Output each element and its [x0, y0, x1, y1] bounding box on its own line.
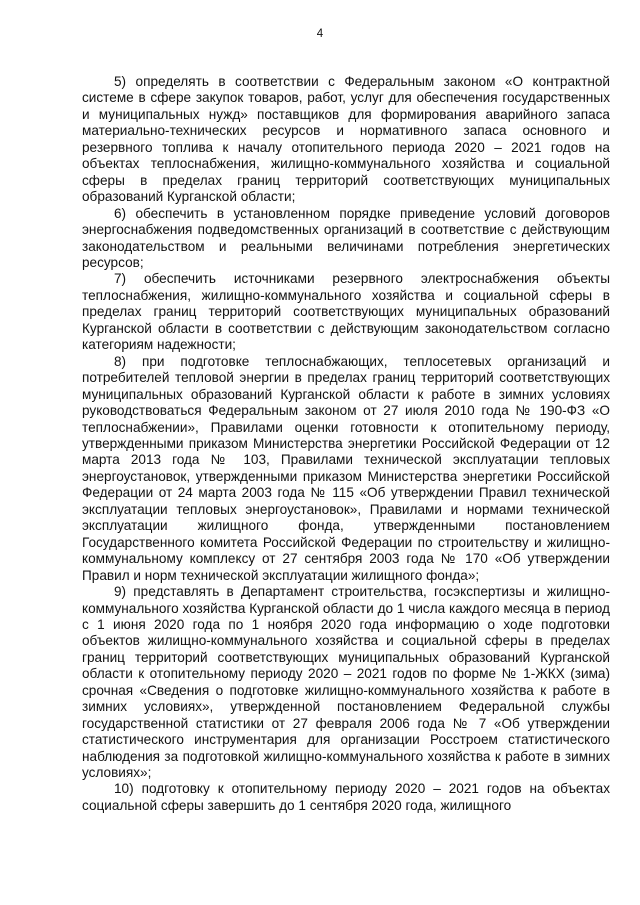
paragraph-item-6: 6) обеспечить в установленном порядке приведение условий договоров энергоснабжения подведомственных организаций в соответствие с действующим законодательством и реальными величинами потребления энергетических ресурсов;: [82, 205, 610, 270]
paragraph-item-5: 5) определять в соответствии с Федеральным законом «О контрактной системе в сфере закупок товаров, работ, услуг для обеспечения государственных и муниципальных нужд» поставщиков для формирования аварийного запаса материально-технических ресурсов и нормативного запаса основного и резервного топлива к началу отопительного периода 2020 – 2021 годов на объектах теплоснабжения, жилищно-коммунального хозяйства и социальной сферы в пределах границ территорий соответствующих муниципальных образований Курганской области;: [82, 74, 610, 205]
paragraph-item-8: 8) при подготовке теплоснабжающих, теплосетевых организаций и потребителей тепловой энергии в пределах границ территорий соответствующих муниципальных образований Курганской области к работе в зимних условиях руководствоваться Федеральным законом от 27 июля 2010 года № 190-ФЗ «О теплоснабжении», Правилами оценки готовности к отопительному периоду, утвержденными приказом Министерства энергетики Российской Федерации от 12 марта 2013 года № 103, Правилами технической эксплуатации тепловых энергоустановок, утвержденными приказом Министерства энергетики Российской Федерации от 24 марта 2003 года № 115 «Об утверждении Правил технической эксплуатации тепловых энергоустановок», Правилами и нормами технической эксплуатации жилищного фонда, утвержденными постановлением Государственного комитета Российской Федерации по строительству и жилищно-коммунальному комплексу от 27 сентября 2003 года № 170 «Об утверждении Правил и норм технической эксплуатации жилищного фонда»;: [82, 353, 610, 583]
paragraph-item-9: 9) представлять в Департамент строительства, госэкспертизы и жилищно-коммунального хозяйства Курганской области до 1 числа каждого месяца в период с 1 июня 2020 года по 1 ноября 2020 года информацию о ходе подготовки объектов жилищно-коммунального хозяйства и социальной сферы в пределах границ территорий соответствующих муниципальных образований Курганской области к отопительному периоду 2020 – 2021 годов по форме № 1-ЖКХ (зима) срочная «Сведения о подготовке жилищно-коммунального хозяйства к работе в зимних условиях», утвержденной постановлением Федеральной службы государственной статистики от 27 февраля 2006 года № 7 «Об утверждении статистического инструментария для организации Росстроем статистического наблюдения за подготовкой жилищно-коммунального хозяйства к работе в зимних условиях»;: [82, 584, 610, 781]
document-body: [82, 74, 610, 814]
page-number: 4: [316, 28, 324, 40]
paragraph-item-10: 10) подготовку к отопительному периоду 2020 – 2021 годов на объектах социальной сферы завершить до 1 сентября 2020 года, жилищного: [82, 781, 610, 813]
paragraph-item-7: 7) обеспечить источниками резервного электроснабжения объекты теплоснабжения, жилищно-коммунального хозяйства и социальной сферы в пределах границ территорий соответствующих муниципальных образований Курганской области в соответствии с действующим законодательством согласно категориям надежности;: [82, 271, 610, 353]
